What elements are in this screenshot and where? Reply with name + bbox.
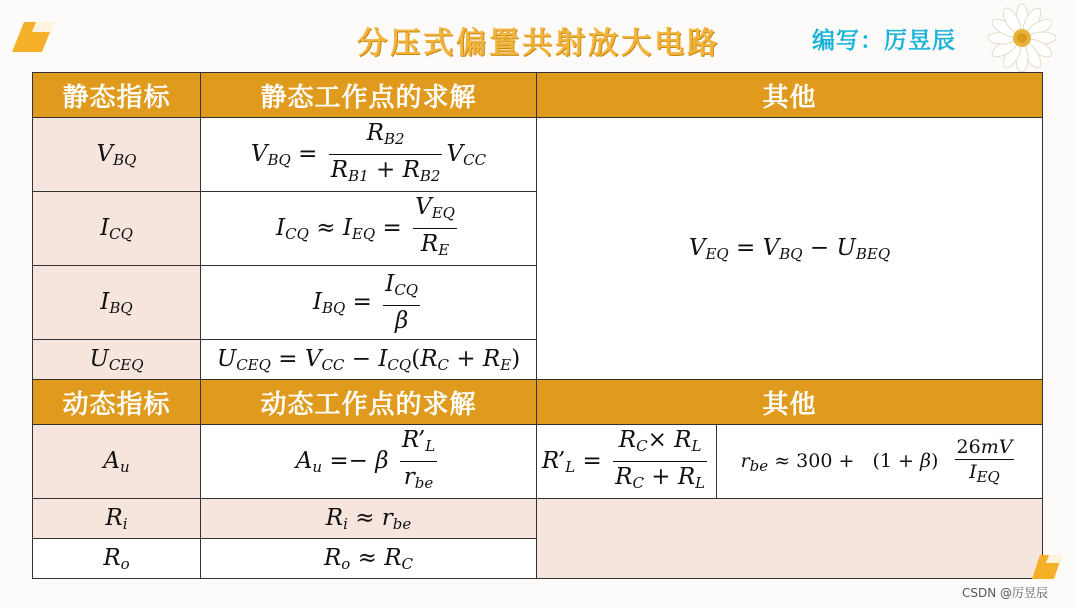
cell-au-label: $A_u$ [33,425,201,499]
page-title: 分压式偏置共射放大电路 [357,26,720,61]
cell-vbq-label: $V_{BQ}$ [33,118,201,192]
daisy-flower-icon [982,2,1062,72]
cell-ri-formula: $R_i \approx r_{be}$ [201,499,537,539]
cell-ibq-formula: $I_{BQ}$ = $\frac{I_{CQ}}{\beta}$ [201,266,537,340]
cell-ro-label: $R_o$ [33,539,201,579]
header-static-index: 静态指标 [33,73,201,118]
corner-logo-small-icon [1030,553,1064,581]
cell-ri-label: $R_i$ [33,499,201,539]
watermark: CSDN @厉昱辰 [962,586,1049,600]
author-label: 编写：厉昱辰 [812,28,956,54]
header-dynamic-solution: 动态工作点的求解 [201,380,537,425]
cell-rl-formula: $R’_L$ = $\frac{R_C\times R_L}{R_C + R_L}$ [537,425,717,499]
cell-icq-label: $I_{CQ}$ [33,192,201,266]
cell-dynamic-other-empty [537,499,1043,579]
header-dynamic-index: 动态指标 [33,380,201,425]
cell-vbq-formula: $V_{BQ}$ = $\frac{R_{B2}}{R_{B1} + R_{B2}}$ $V_{CC}$ [201,118,537,192]
cell-veq-formula: $V_{EQ} = V_{BQ} - U_{BEQ}$ [537,118,1043,380]
cell-au-formula: $A_u =- \beta$ $\frac{R’_L}{r_{be}}$ [201,425,537,499]
cell-uceq-label: $U_{CEQ}$ [33,340,201,380]
header-static-other: 其他 [537,73,1043,118]
header-static-solution: 静态工作点的求解 [201,73,537,118]
cell-uceq-formula: $U_{CEQ} = V_{CC} - I_{CQ}(R_C + R_E)$ [201,340,537,380]
formula-table [32,72,1043,579]
cell-ro-formula: $R_o \approx R_C$ [201,539,537,579]
cell-icq-formula: $I_{CQ} \approx I_{EQ}$ = $\frac{V_{EQ}}{R_E}$ [201,192,537,266]
cell-ibq-label: $I_{BQ}$ [33,266,201,340]
header-dynamic-other: 其他 [537,380,1043,425]
cell-rbe-formula: $r_{be} \approx 300 + (1 + \beta)$ $\frac{26mV}{I_{EQ}}$ [717,425,1043,499]
